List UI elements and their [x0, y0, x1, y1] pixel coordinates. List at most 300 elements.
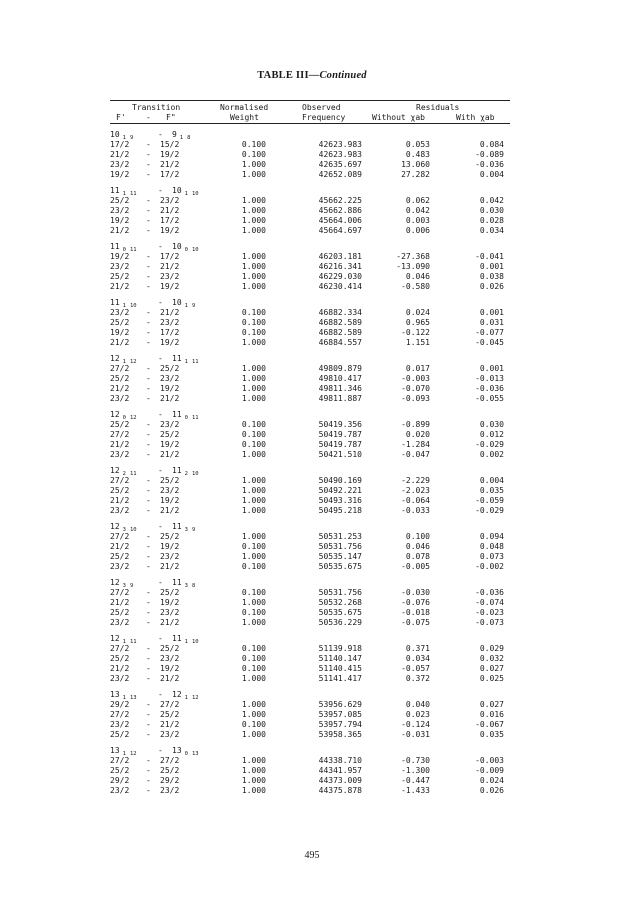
residual-with-cell: -0.036 [475, 588, 504, 597]
residual-without-cell: 0.034 [405, 654, 430, 663]
transition-group [110, 130, 510, 180]
f-lower-cell: 19/2 [160, 440, 180, 449]
residual-with-cell: -0.067 [475, 720, 504, 729]
residual-without-cell: -0.003 [401, 374, 430, 383]
dash-cell: - [146, 532, 151, 541]
frequency-cell: 50419.787 [318, 430, 362, 439]
upper-j: 12 [110, 466, 120, 475]
frequency-cell: 51139.918 [318, 644, 362, 653]
f-lower-cell: 25/2 [160, 364, 180, 373]
lower-kc: 9 [191, 527, 196, 533]
dash-cell: - [146, 308, 151, 317]
group-heading [110, 466, 510, 476]
f-lower-cell: 19/2 [160, 384, 180, 393]
residual-without-cell: 27.282 [401, 170, 430, 179]
frequency-cell: 50490.169 [318, 476, 362, 485]
upper-kc: 9 [129, 135, 134, 141]
f-lower-cell: 23/2 [160, 374, 180, 383]
transition-group [110, 634, 510, 684]
residual-without-cell: -0.047 [401, 450, 430, 459]
lower-kc: 13 [191, 751, 199, 757]
residual-with-cell: 0.030 [479, 420, 504, 429]
residual-without-cell: -1.284 [401, 440, 430, 449]
f-lower-cell: 21/2 [160, 450, 180, 459]
frequency-cell: 50421.510 [318, 450, 362, 459]
residual-without-cell: 0.024 [405, 308, 430, 317]
residual-with-cell: 0.048 [479, 542, 504, 551]
table-row [110, 252, 510, 262]
residual-without-cell: 13.060 [401, 160, 430, 169]
table-row [110, 440, 510, 450]
residual-without-cell: 1.151 [405, 338, 430, 347]
residual-without-cell: -0.030 [401, 588, 430, 597]
dash-cell: - [146, 486, 151, 495]
residual-without-cell: -0.580 [401, 282, 430, 291]
transition-group [110, 298, 510, 348]
f-lower-cell: 21/2 [160, 262, 180, 271]
residual-with-cell: 0.028 [479, 216, 504, 225]
weight-cell: 1.000 [241, 532, 266, 541]
f-lower-cell: 17/2 [160, 216, 180, 225]
table-row [110, 450, 510, 460]
dash-cell: - [146, 440, 151, 449]
upper-j: 12 [110, 354, 120, 363]
weight-cell: 0.100 [241, 588, 266, 597]
f-upper-cell: 27/2 [110, 588, 130, 597]
table-row [110, 654, 510, 664]
dash-cell: - [146, 420, 151, 429]
frequency-cell: 46229.030 [318, 272, 362, 281]
dash-cell: - [146, 618, 151, 627]
f-lower-cell: 17/2 [160, 328, 180, 337]
frequency-cell: 50493.316 [318, 496, 362, 505]
table-row [110, 776, 510, 786]
f-lower-cell: 29/2 [160, 776, 180, 785]
residual-without-cell: -2.229 [401, 476, 430, 485]
weight-cell: 1.000 [241, 700, 266, 709]
f-upper-cell: 29/2 [110, 700, 130, 709]
dash-cell: - [146, 170, 151, 179]
group-dash: - [158, 746, 163, 755]
frequency-cell: 42623.983 [318, 150, 362, 159]
group-heading [110, 410, 510, 420]
upper-kc: 13 [129, 695, 137, 701]
f-lower-cell: 23/2 [160, 486, 180, 495]
weight-cell: 1.000 [241, 384, 266, 393]
f-lower-cell: 23/2 [160, 552, 180, 561]
table-row [110, 588, 510, 598]
f-upper-cell: 21/2 [110, 542, 130, 551]
lower-kc: 10 [191, 191, 199, 197]
residual-without-cell: -0.031 [401, 730, 430, 739]
transition-group [110, 242, 510, 292]
f-upper-cell: 23/2 [110, 206, 130, 215]
f-lower-cell: 21/2 [160, 206, 180, 215]
residual-with-cell: 0.001 [479, 308, 504, 317]
residual-with-cell: -0.036 [475, 384, 504, 393]
weight-cell: 0.100 [241, 308, 266, 317]
lower-ka: 3 [184, 583, 188, 589]
header-f-lower: F" [166, 113, 176, 122]
table-row [110, 710, 510, 720]
upper-j: 11 [110, 298, 120, 307]
dash-cell: - [146, 226, 151, 235]
residual-with-cell: 0.026 [479, 786, 504, 795]
group-heading [110, 186, 510, 196]
weight-cell: 1.000 [241, 598, 266, 607]
dash-cell: - [146, 430, 151, 439]
weight-cell: 1.000 [241, 476, 266, 485]
f-lower-cell: 25/2 [160, 710, 180, 719]
lower-ka: 1 [184, 359, 188, 365]
f-lower-cell: 19/2 [160, 542, 180, 551]
table-row [110, 618, 510, 628]
residual-with-cell: -0.089 [475, 150, 504, 159]
residual-with-cell: 0.030 [479, 206, 504, 215]
table-row [110, 282, 510, 292]
frequency-cell: 46882.589 [318, 318, 362, 327]
residual-without-cell: -1.300 [401, 766, 430, 775]
f-upper-cell: 19/2 [110, 252, 130, 261]
f-lower-cell: 27/2 [160, 756, 180, 765]
weight-cell: 0.100 [241, 664, 266, 673]
weight-cell: 1.000 [241, 282, 266, 291]
f-upper-cell: 23/2 [110, 506, 130, 515]
lower-j: 12 [172, 690, 182, 699]
frequency-cell: 45662.886 [318, 206, 362, 215]
upper-j: 12 [110, 522, 120, 531]
table-row [110, 206, 510, 216]
frequency-cell: 50419.356 [318, 420, 362, 429]
f-lower-cell: 25/2 [160, 644, 180, 653]
residual-with-cell: 0.004 [479, 170, 504, 179]
residual-without-cell: -0.447 [401, 776, 430, 785]
frequency-cell: 50531.253 [318, 532, 362, 541]
residual-with-cell: 0.002 [479, 450, 504, 459]
residual-with-cell: 0.084 [479, 140, 504, 149]
f-upper-cell: 25/2 [110, 654, 130, 663]
residual-with-cell: 0.001 [479, 262, 504, 271]
residual-with-cell: -0.074 [475, 598, 504, 607]
table-row [110, 476, 510, 486]
weight-cell: 0.100 [241, 440, 266, 449]
upper-kc: 10 [129, 303, 137, 309]
dash-cell: - [146, 608, 151, 617]
table-row [110, 262, 510, 272]
f-lower-cell: 23/2 [160, 420, 180, 429]
f-upper-cell: 21/2 [110, 282, 130, 291]
group-dash: - [158, 578, 163, 587]
lower-ka: 0 [184, 247, 188, 253]
table-row [110, 720, 510, 730]
frequency-cell: 50535.675 [318, 562, 362, 571]
table-row [110, 272, 510, 282]
table-row [110, 664, 510, 674]
transition-group [110, 466, 510, 516]
frequency-cell: 45662.225 [318, 196, 362, 205]
header-observed: Observed [302, 103, 341, 112]
weight-cell: 1.000 [241, 160, 266, 169]
lower-kc: 9 [191, 303, 196, 309]
table-row [110, 786, 510, 796]
dash-cell: - [146, 720, 151, 729]
f-lower-cell: 25/2 [160, 532, 180, 541]
residual-without-cell: 0.053 [405, 140, 430, 149]
group-dash: - [158, 354, 163, 363]
group-heading [110, 130, 510, 140]
f-lower-cell: 19/2 [160, 496, 180, 505]
dash-cell: - [146, 394, 151, 403]
f-upper-cell: 19/2 [110, 328, 130, 337]
frequency-cell: 53958.365 [318, 730, 362, 739]
frequency-cell: 50419.787 [318, 440, 362, 449]
f-upper-cell: 21/2 [110, 664, 130, 673]
f-upper-cell: 23/2 [110, 618, 130, 627]
table-row [110, 140, 510, 150]
frequency-cell: 50531.756 [318, 542, 362, 551]
table-row [110, 150, 510, 160]
table-row [110, 196, 510, 206]
frequency-cell: 50535.675 [318, 608, 362, 617]
f-lower-cell: 27/2 [160, 700, 180, 709]
residual-without-cell: 0.078 [405, 552, 430, 561]
table-row [110, 318, 510, 328]
lower-j: 9 [172, 130, 177, 139]
frequency-cell: 53957.085 [318, 710, 362, 719]
weight-cell: 1.000 [241, 196, 266, 205]
f-upper-cell: 25/2 [110, 486, 130, 495]
residual-without-cell: -0.018 [401, 608, 430, 617]
weight-cell: 1.000 [241, 272, 266, 281]
weight-cell: 1.000 [241, 450, 266, 459]
lower-ka: 2 [184, 471, 188, 477]
residual-with-cell: 0.032 [479, 654, 504, 663]
weight-cell: 1.000 [241, 252, 266, 261]
weight-cell: 0.100 [241, 654, 266, 663]
lower-ka: 1 [184, 191, 188, 197]
weight-cell: 1.000 [241, 374, 266, 383]
frequency-cell: 45664.697 [318, 226, 362, 235]
residual-without-cell: -0.057 [401, 664, 430, 673]
table-row [110, 394, 510, 404]
group-heading [110, 634, 510, 644]
weight-cell: 1.000 [241, 756, 266, 765]
residual-without-cell: -1.433 [401, 786, 430, 795]
table-row [110, 420, 510, 430]
table-row [110, 170, 510, 180]
residual-with-cell: -0.041 [475, 252, 504, 261]
table-body [110, 130, 510, 796]
dash-cell: - [146, 206, 151, 215]
residual-without-cell: -13.090 [396, 262, 430, 271]
group-dash: - [158, 298, 163, 307]
f-upper-cell: 29/2 [110, 776, 130, 785]
weight-cell: 1.000 [241, 364, 266, 373]
weight-cell: 1.000 [241, 766, 266, 775]
residual-without-cell: 0.046 [405, 272, 430, 281]
dash-cell: - [146, 252, 151, 261]
f-upper-cell: 21/2 [110, 150, 130, 159]
table-row [110, 532, 510, 542]
residual-without-cell: 0.483 [405, 150, 430, 159]
f-lower-cell: 21/2 [160, 308, 180, 317]
residual-with-cell: 0.027 [479, 700, 504, 709]
table-row [110, 486, 510, 496]
f-lower-cell: 23/2 [160, 786, 180, 795]
residual-with-cell: -0.029 [475, 506, 504, 515]
dash-cell: - [146, 328, 151, 337]
f-lower-cell: 19/2 [160, 282, 180, 291]
lower-kc: 12 [191, 695, 199, 701]
weight-cell: 0.100 [241, 318, 266, 327]
page-number: 495 [304, 850, 320, 861]
group-dash: - [158, 634, 163, 643]
upper-kc: 11 [129, 191, 137, 197]
f-upper-cell: 25/2 [110, 608, 130, 617]
group-dash: - [158, 466, 163, 475]
frequency-cell: 46882.334 [318, 308, 362, 317]
table-row [110, 216, 510, 226]
weight-cell: 1.000 [241, 618, 266, 627]
lower-j: 10 [172, 186, 182, 195]
header-dash: - [146, 113, 151, 122]
upper-j: 12 [110, 578, 120, 587]
residual-without-cell: 0.046 [405, 542, 430, 551]
dash-cell: - [146, 552, 151, 561]
dash-cell: - [146, 450, 151, 459]
upper-ka: 1 [122, 639, 126, 645]
table-row [110, 766, 510, 776]
f-upper-cell: 25/2 [110, 552, 130, 561]
weight-cell: 0.100 [241, 608, 266, 617]
weight-cell: 0.100 [241, 430, 266, 439]
lower-kc: 8 [191, 583, 196, 589]
upper-ka: 1 [122, 695, 126, 701]
f-upper-cell: 23/2 [110, 308, 130, 317]
weight-cell: 0.100 [241, 140, 266, 149]
lower-j: 11 [172, 354, 182, 363]
header-without-chi: Without χab [372, 113, 425, 122]
upper-ka: 1 [122, 751, 126, 757]
frequency-cell: 46203.181 [318, 252, 362, 261]
f-upper-cell: 21/2 [110, 226, 130, 235]
dash-cell: - [146, 384, 151, 393]
residual-without-cell: -0.093 [401, 394, 430, 403]
dash-cell: - [146, 710, 151, 719]
group-heading [110, 354, 510, 364]
f-upper-cell: 27/2 [110, 364, 130, 373]
header-weight: Weight [230, 113, 259, 122]
weight-cell: 1.000 [241, 506, 266, 515]
frequency-cell: 50535.147 [318, 552, 362, 561]
upper-ka: 1 [122, 359, 126, 365]
residual-with-cell: -0.002 [475, 562, 504, 571]
dash-cell: - [146, 562, 151, 571]
lower-j: 11 [172, 410, 182, 419]
header-rule [110, 123, 510, 124]
dash-cell: - [146, 216, 151, 225]
f-lower-cell: 23/2 [160, 608, 180, 617]
f-upper-cell: 25/2 [110, 196, 130, 205]
frequency-cell: 46216.341 [318, 262, 362, 271]
f-lower-cell: 25/2 [160, 766, 180, 775]
residual-without-cell: 0.042 [405, 206, 430, 215]
weight-cell: 1.000 [241, 486, 266, 495]
f-upper-cell: 25/2 [110, 766, 130, 775]
f-lower-cell: 25/2 [160, 476, 180, 485]
dash-cell: - [146, 476, 151, 485]
f-lower-cell: 21/2 [160, 394, 180, 403]
weight-cell: 0.100 [241, 644, 266, 653]
lower-j: 11 [172, 634, 182, 643]
f-lower-cell: 15/2 [160, 140, 180, 149]
residual-with-cell: 0.035 [479, 730, 504, 739]
upper-j: 12 [110, 634, 120, 643]
dash-cell: - [146, 374, 151, 383]
group-dash: - [158, 522, 163, 531]
upper-kc: 11 [129, 471, 137, 477]
frequency-cell: 51140.147 [318, 654, 362, 663]
frequency-cell: 53957.794 [318, 720, 362, 729]
frequency-cell: 46230.414 [318, 282, 362, 291]
f-upper-cell: 23/2 [110, 262, 130, 271]
table-row [110, 700, 510, 710]
f-upper-cell: 23/2 [110, 720, 130, 729]
residual-without-cell: 0.003 [405, 216, 430, 225]
residual-with-cell: 0.034 [479, 226, 504, 235]
f-lower-cell: 21/2 [160, 160, 180, 169]
f-lower-cell: 17/2 [160, 252, 180, 261]
residual-without-cell: -0.064 [401, 496, 430, 505]
residual-without-cell: 0.023 [405, 710, 430, 719]
residual-with-cell: 0.016 [479, 710, 504, 719]
f-upper-cell: 27/2 [110, 710, 130, 719]
f-upper-cell: 27/2 [110, 532, 130, 541]
table-row [110, 562, 510, 572]
f-lower-cell: 25/2 [160, 588, 180, 597]
upper-ka: 0 [122, 247, 126, 253]
frequency-cell: 51141.417 [318, 674, 362, 683]
upper-kc: 9 [129, 583, 134, 589]
frequency-cell: 44373.009 [318, 776, 362, 785]
weight-cell: 1.000 [241, 262, 266, 271]
lower-j: 11 [172, 466, 182, 475]
weight-cell: 1.000 [241, 206, 266, 215]
lower-j: 10 [172, 242, 182, 251]
f-upper-cell: 19/2 [110, 216, 130, 225]
header-with-chi: With χab [456, 113, 495, 122]
weight-cell: 0.100 [241, 150, 266, 159]
f-upper-cell: 27/2 [110, 476, 130, 485]
dash-cell: - [146, 364, 151, 373]
table-row [110, 430, 510, 440]
f-lower-cell: 25/2 [160, 430, 180, 439]
f-upper-cell: 25/2 [110, 318, 130, 327]
dash-cell: - [146, 664, 151, 673]
f-upper-cell: 21/2 [110, 384, 130, 393]
dash-cell: - [146, 150, 151, 159]
f-upper-cell: 21/2 [110, 338, 130, 347]
f-upper-cell: 23/2 [110, 674, 130, 683]
lower-ka: 0 [184, 751, 188, 757]
lower-ka: 1 [184, 303, 188, 309]
table-header [110, 101, 510, 123]
residual-without-cell: -0.005 [401, 562, 430, 571]
residual-with-cell: -0.029 [475, 440, 504, 449]
f-lower-cell: 21/2 [160, 562, 180, 571]
residual-with-cell: -0.059 [475, 496, 504, 505]
weight-cell: 1.000 [241, 496, 266, 505]
